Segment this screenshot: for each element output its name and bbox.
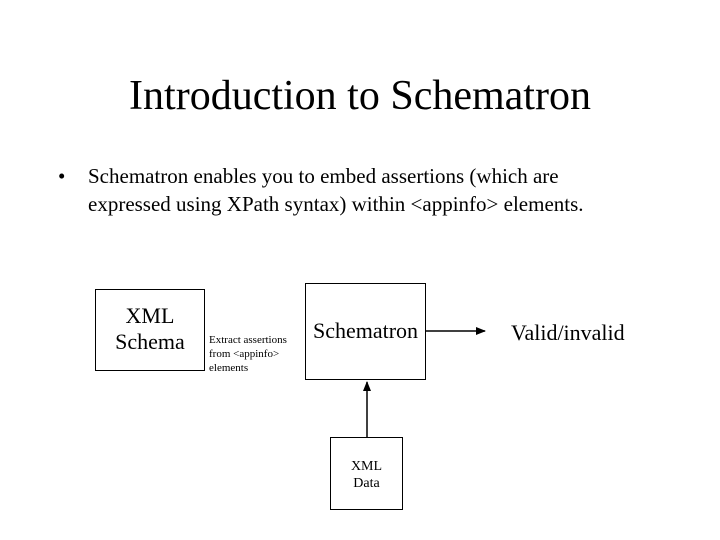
- extract-line: elements: [209, 362, 249, 374]
- schematron-label: Schematron: [312, 318, 419, 343]
- extract-line: from <appinfo>: [209, 348, 280, 360]
- schematron-box: [305, 283, 426, 380]
- xml-schema-box: [95, 289, 205, 371]
- xml-schema-label: XML: [125, 303, 175, 328]
- bullet-line: expressed using XPath syntax) within <appinfo> elements.: [88, 192, 584, 216]
- xml-data-label: XML: [350, 459, 383, 474]
- bullet-line: Schematron enables you to embed assertions (which are: [88, 164, 559, 188]
- xml-data-box: [330, 437, 403, 510]
- slide-title: Introduction to Schematron: [129, 73, 591, 119]
- extract-line: Extract assertions: [209, 334, 287, 346]
- valid-invalid-label: Valid/invalid: [511, 320, 625, 345]
- xml-schema-label: Schema: [115, 329, 185, 354]
- extract-assertions-label: [209, 333, 309, 375]
- xml-data-label: Data: [353, 476, 380, 491]
- bullet-dot: •: [58, 164, 66, 188]
- bullet-text: [88, 162, 688, 218]
